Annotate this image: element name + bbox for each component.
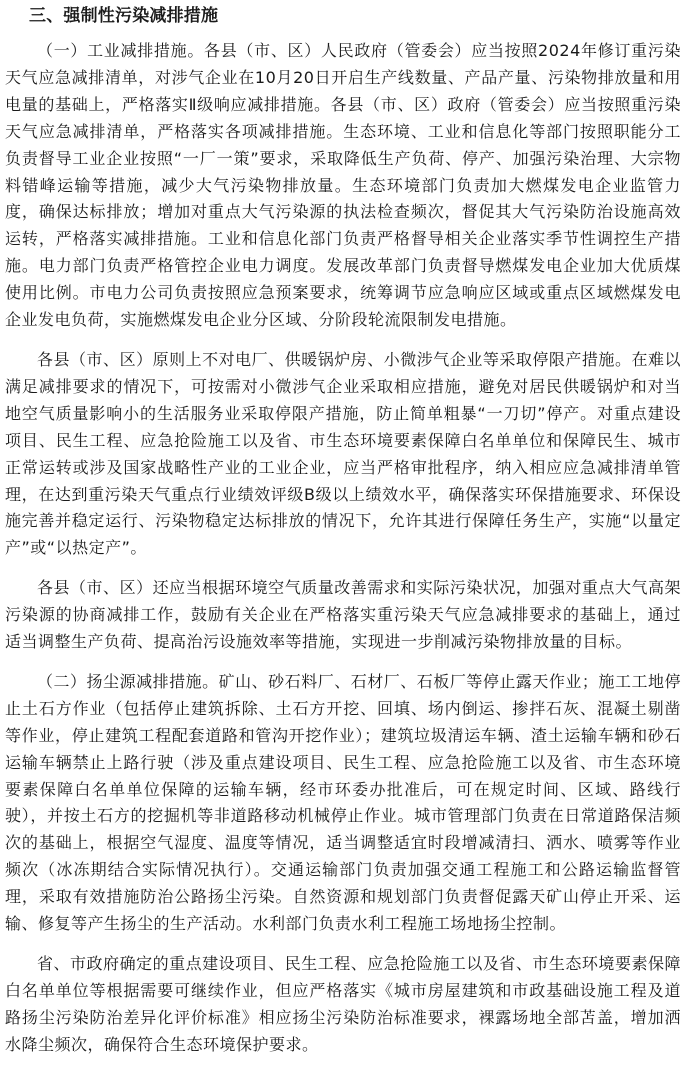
- section-heading: 三、强制性污染减排措施: [29, 6, 219, 26]
- paragraph-industrial-measures: （一）工业减排措施。各县（市、区）人民政府（管委会）应当按照2024年修订重污染天气应急减排清单，对涉气企业在10月20日开启生产线数量、产品产量、污染物排放量和用电量的基础上，严格落实Ⅱ级响应减排措施。各县（市、区）政府（管委会）应当按照重污染天气应急减排清单，严格落实各项减排措施。生态环境、工业和信息化等部门按照职能分工负责督导工业企业按照“一厂一策”要求，采取降低生产负荷、停产、加强污染治理、大宗物料错峰运输等措施，减少大气污染物排放量。生态环境部门负责加大燃煤发电企业监管力度，确保达标排放；增加对重点大气污染源的执法检查频次，督促其大气污染防治设施高效运转，严格落实减排措施。工业和信息化部门负责严格督导相关企业落实季节性调控生产措施。电力部门负责严格管控企业电力调度。发展改革部门负责督导燃煤发电企业加大优质煤使用比例。市电力公司负责按照应急预案要求，统筹调节应急响应区域或重点区域燃煤发电企业发电负荷，实施燃煤发电企业分区域、分阶段轮流限制发电措施。: [5, 41, 681, 330]
- paragraph-exempt-projects: 省、市政府确定的重点建设项目、民生工程、应急抢险施工以及省、市生态环境要素保障白名单单位等根据需要可继续作业，但应严格落实《城市房屋建筑和市政基础设施工程及道路扬尘污染防治差异化评价标准》相应扬尘污染防治标准要求，裸露场地全部苫盖，增加洒水降尘频次，确保符合生态环境保护要求。: [5, 954, 681, 1054]
- paragraph-no-blanket-shutdown: 各县（市、区）原则上不对电厂、供暖锅炉房、小微涉气企业等采取停限产措施。在难以满足减排要求的情况下，可按需对小微涉气企业采取相应措施，避免对居民供暖锅炉和对当地空气质量影响小的生活服务业采取停限产措施，防止简单粗暴“一刀切”停产。对重点建设项目、民生工程、应急抢险施工以及省、市生态环境要素保障白名单单位和保障民生、城市正常运转或涉及国家战略性产业的工业企业，应当严格审批程序，纳入相应应急减排清单管理，在达到重污染天气重点行业绩效评级B级以上绩效水平，确保落实环保措施要求、环保设施完善并稳定运行、污染物稳定达标排放的情况下，允许其进行保障任务生产，实施“以量定产”或“以热定产”。: [5, 349, 681, 558]
- paragraph-elevated-sources: 各县（市、区）还应当根据环境空气质量改善需求和实际污染状况，加强对重点大气高架污染源的协商减排工作，鼓励有关企业在严格落实重污染天气应急减排要求的基础上，通过适当调整生产负荷、提高治污设施效率等措施，实现进一步削减污染物排放量的目标。: [5, 578, 681, 652]
- paragraph-dust-measures: （二）扬尘源减排措施。矿山、砂石料厂、石材厂、石板厂等停止露天作业；施工工地停止土石方作业（包括停止建筑拆除、土石方开挖、回填、场内倒运、掺拌石灰、混凝土剔凿等作业，停止建筑工程配套道路和管沟开挖作业）；建筑垃圾清运车辆、渣土运输车辆和砂石运输车辆禁止上路行驶（涉及重点建设项目、民生工程、应急抢险施工以及省、市生态环境要素保障白名单单位保障的运输车辆，经市环委办批准后，可在规定时间、区域、路线行驶），并按土石方的挖掘机等非道路移动机械停止作业。城市管理部门负责在日常道路保洁频次的基础上，根据空气湿度、温度等情况，适当调整适宜时段增减清扫、洒水、喷雾等作业频次（冰冻期结合实际情况执行）。交通运输部门负责加强交通工程施工和公路运输监督管理，采取有效措施防治公路扬尘污染。自然资源和规划部门负责督促露天矿山停止开采、运输、修复等产生扬尘的生产活动。水利部门负责水利工程施工场地扬尘控制。: [5, 671, 681, 934]
